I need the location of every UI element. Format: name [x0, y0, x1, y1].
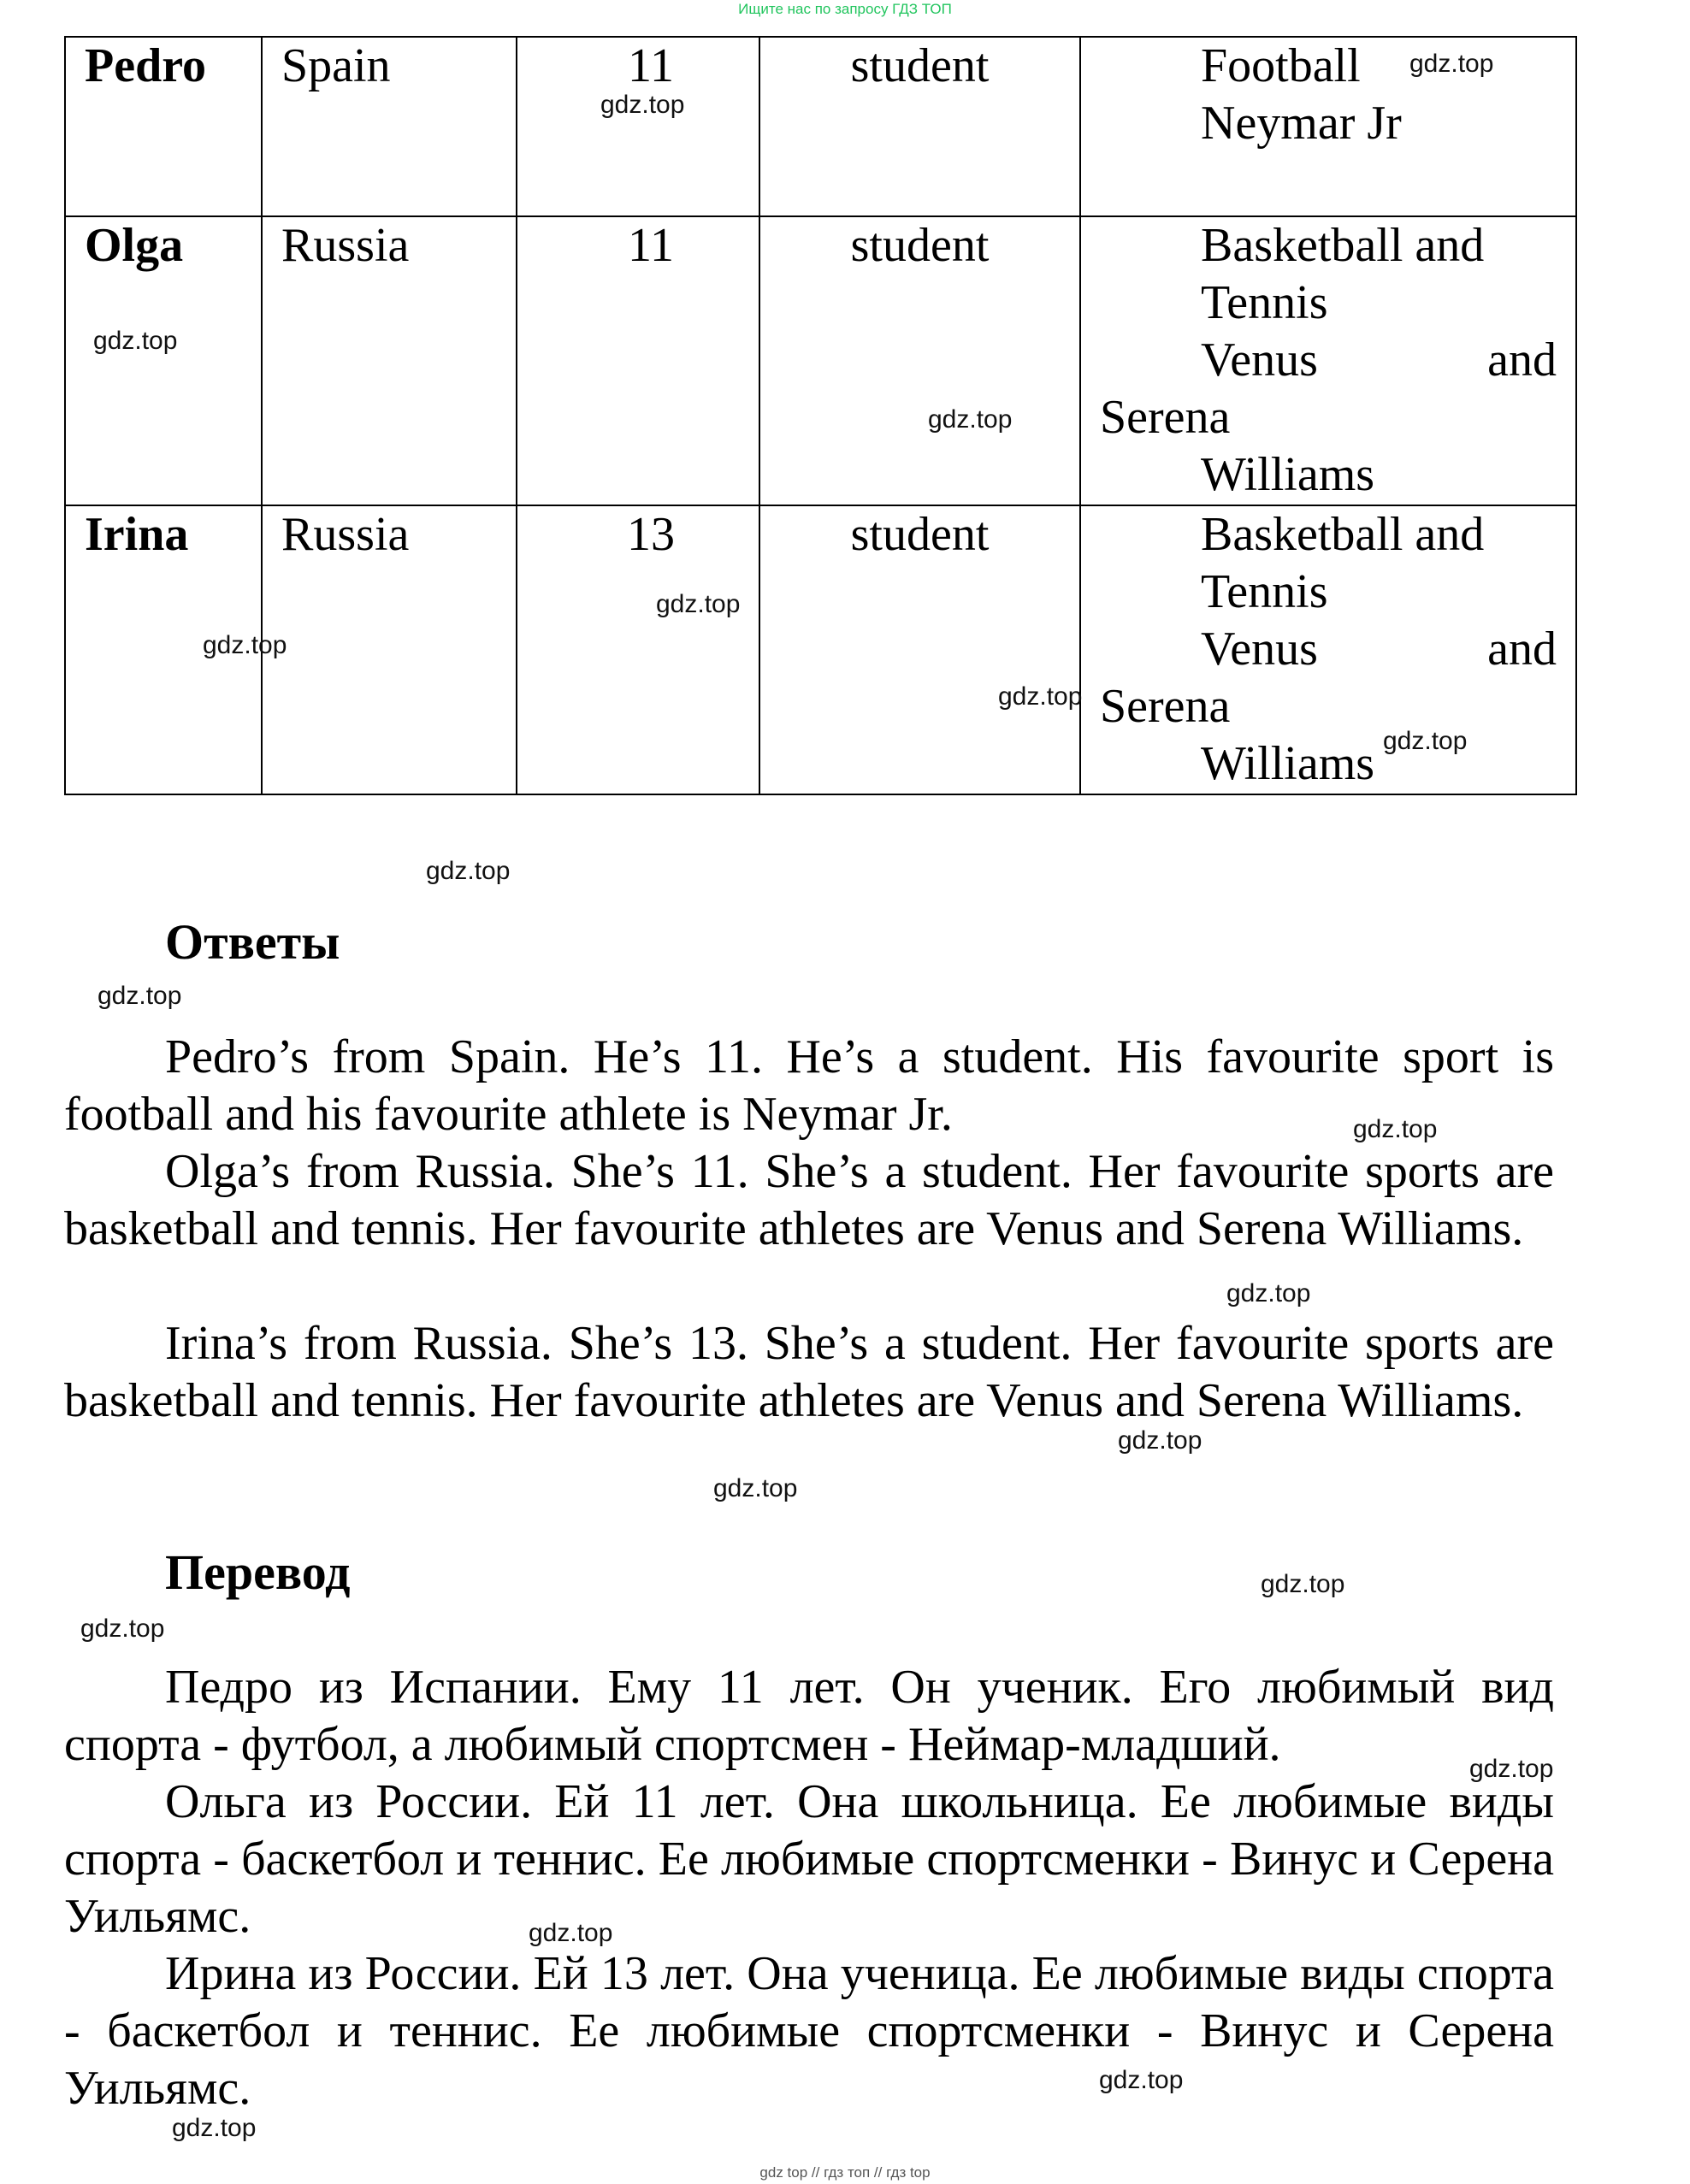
translation-paragraph: Ирина из России. Ей 13 лет. Она ученица. Ее любимые виды спорта - баскетбол и теннис. Ее любимые спортсменки - Винус и Серена Уильямс. [64, 1947, 1554, 2115]
answer-paragraph: Irina’s from Russia. She’s 13. She’s a student. Her favourite sports are basketball and tennis. Her favourite athletes are Venus and Serena Williams. [64, 1317, 1554, 1427]
age-cell: 13 [517, 505, 759, 794]
athlete-line: Williams [1201, 448, 1375, 501]
answer-paragraph: Pedro’s from Spain. He’s 11. He’s a student. His favourite sport is football and his favourite athlete is Neymar Jr. [64, 1030, 1554, 1141]
watermark: gdz.top [98, 982, 182, 1010]
athlete-line: Serena [1100, 391, 1231, 444]
name-cell: Olga [65, 216, 262, 505]
sport-line: Tennis [1201, 276, 1328, 329]
watermark: gdz.top [172, 2114, 257, 2142]
sport-line: Basketball and [1201, 508, 1485, 561]
answer-paragraph: Olga’s from Russia. She’s 11. She’s a student. Her favourite sports are basketball and tennis. Her favourite athletes are Venus and Serena Williams. [64, 1145, 1554, 1255]
athlete-line: Venus and [1201, 334, 1557, 387]
table-row [65, 216, 1576, 505]
watermark: gdz.top [928, 405, 1013, 434]
occupation-cell: student [759, 216, 1080, 505]
translation-paragraph: Педро из Испании. Ему 11 лет. Он ученик. Его любимый вид спорта - футбол, а любимый спортсмен - Неймар-младший. [64, 1661, 1554, 1771]
sport-line: Tennis [1201, 565, 1328, 618]
country-cell: Spain [262, 37, 517, 216]
watermark: gdz.top [998, 682, 1083, 711]
answers-heading: Ответы [165, 914, 340, 970]
top-banner[interactable]: Ищите нас по запросу ГДЗ ТОП [738, 1, 952, 17]
watermark: gdz.top [656, 590, 741, 618]
country-cell: Russia [262, 216, 517, 505]
sport-line: Football [1201, 39, 1361, 92]
age-cell: 11 [517, 216, 759, 505]
sport-cell [1080, 37, 1576, 216]
name-cell: Pedro [65, 37, 262, 216]
country-cell: Russia [262, 505, 517, 794]
sport-cell [1080, 216, 1576, 505]
athlete-line: Williams [1201, 737, 1375, 790]
watermark: gdz.top [1099, 2066, 1184, 2094]
sport-line: Basketball and [1201, 219, 1485, 272]
table-row [65, 37, 1576, 216]
athlete-line: Serena [1100, 680, 1231, 733]
watermark: gdz.top [1469, 1755, 1554, 1783]
watermark: gdz.top [1261, 1570, 1345, 1598]
watermark: gdz.top [713, 1474, 798, 1502]
occupation-cell: student [759, 37, 1080, 216]
watermark: gdz.top [529, 1919, 613, 1947]
watermark: gdz.top [203, 631, 287, 659]
watermark: gdz.top [80, 1614, 165, 1643]
watermark: gdz.top [1409, 50, 1494, 78]
sports-table [64, 36, 1577, 795]
translation-heading: Перевод [165, 1544, 351, 1600]
watermark: gdz.top [426, 857, 511, 885]
watermark: gdz.top [93, 327, 178, 355]
name-cell: Irina [65, 505, 262, 794]
watermark: gdz.top [600, 91, 685, 119]
watermark: gdz.top [1118, 1426, 1202, 1455]
watermark: gdz.top [1383, 727, 1468, 755]
bottom-banner[interactable]: gdz top // гдз топ // гдз top [759, 2164, 931, 2181]
watermark: gdz.top [1353, 1115, 1438, 1143]
occupation-cell: student [759, 505, 1080, 794]
age-cell: 11 [517, 37, 759, 216]
athlete-line: Venus and [1201, 623, 1557, 676]
athlete-line: Neymar Jr [1201, 97, 1402, 150]
table-row [65, 505, 1576, 794]
translation-paragraph: Ольга из России. Ей 11 лет. Она школьница. Ее любимые виды спорта - баскетбол и теннис. Ее любимые спортсменки - Винус и Серена Уильямс. [64, 1775, 1554, 1943]
watermark: gdz.top [1226, 1279, 1311, 1307]
sport-cell [1080, 505, 1576, 794]
